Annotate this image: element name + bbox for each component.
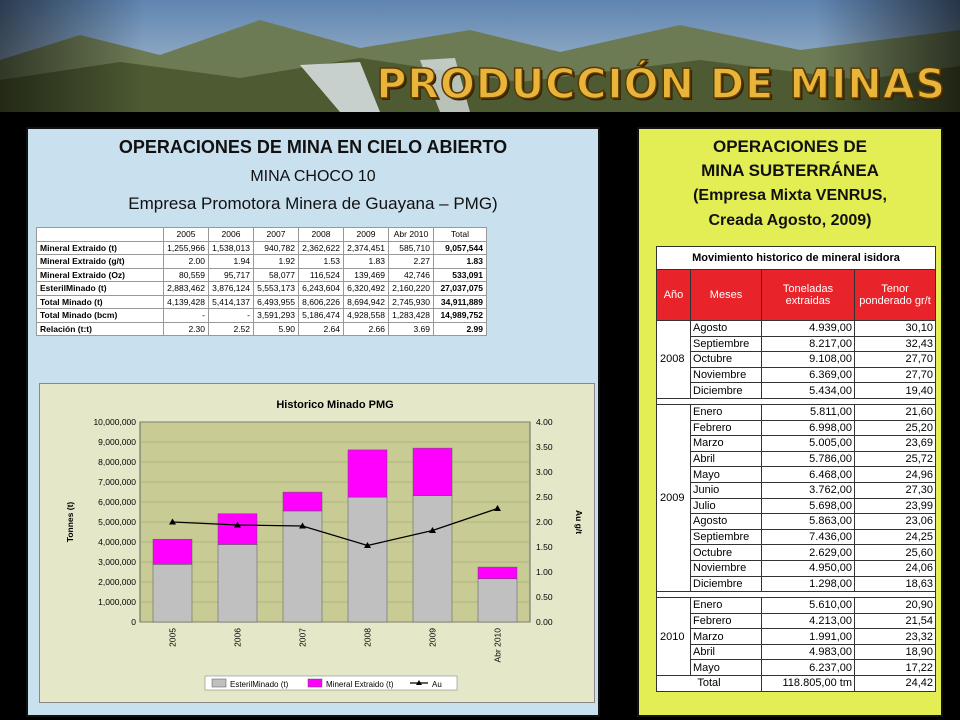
chart-title: Historico Minado PMG bbox=[276, 399, 394, 411]
y2-tick-label: 2.00 bbox=[536, 517, 553, 527]
table-row bbox=[657, 560, 936, 576]
year-cell: 2010 bbox=[657, 598, 691, 676]
month-cell: Febrero bbox=[691, 613, 762, 629]
month-cell: Enero bbox=[691, 598, 762, 614]
total-cell: 14,989,752 bbox=[434, 309, 487, 323]
underground-title-line3: (Empresa Mixta VENRUS, bbox=[693, 187, 887, 204]
table-row bbox=[37, 322, 487, 336]
table-cell: - bbox=[164, 309, 209, 323]
tons-cell: 5.698,00 bbox=[762, 498, 855, 514]
table-row bbox=[657, 576, 936, 592]
month-cell: Diciembre bbox=[691, 576, 762, 592]
grade-cell: 24,25 bbox=[855, 529, 936, 545]
column-header: Abr 2010 bbox=[389, 228, 434, 242]
tons-cell: 1.991,00 bbox=[762, 629, 855, 645]
chart-area bbox=[39, 383, 595, 703]
y2-axis-label: Au g/t bbox=[574, 509, 584, 535]
row-label: Total Minado (t) bbox=[37, 295, 164, 309]
tons-cell: 5.786,00 bbox=[762, 451, 855, 467]
month-cell: Abril bbox=[691, 451, 762, 467]
table-cell: 2.00 bbox=[164, 255, 209, 269]
table-cell: 139,469 bbox=[344, 268, 389, 282]
row-label: Mineral Extraido (t) bbox=[37, 241, 164, 255]
row-label: Relación (t:t) bbox=[37, 322, 164, 336]
y2-tick-label: 0.00 bbox=[536, 617, 553, 627]
table-row bbox=[657, 467, 936, 483]
column-header: Año bbox=[657, 270, 691, 321]
y-tick-label: 4,000,000 bbox=[98, 537, 136, 547]
total-cell: 27,037,075 bbox=[434, 282, 487, 296]
table-cell: 4,139,428 bbox=[164, 295, 209, 309]
table-cell: 2,745,930 bbox=[389, 295, 434, 309]
table-cell: 1.53 bbox=[299, 255, 344, 269]
table-cell: 42,746 bbox=[389, 268, 434, 282]
table-row bbox=[657, 436, 936, 452]
production-table bbox=[36, 227, 487, 336]
table-row bbox=[657, 383, 936, 399]
underground-panel bbox=[637, 127, 943, 717]
grade-cell: 19,40 bbox=[855, 383, 936, 399]
column-header: Tenor ponderado gr/t bbox=[855, 270, 936, 321]
table-cell: 2.66 bbox=[344, 322, 389, 336]
month-cell: Julio bbox=[691, 498, 762, 514]
table-cell: 2.27 bbox=[389, 255, 434, 269]
y-tick-label: 8,000,000 bbox=[98, 457, 136, 467]
tons-cell: 6.468,00 bbox=[762, 467, 855, 483]
bar-mineral-extraido bbox=[218, 514, 257, 545]
table-row bbox=[37, 295, 487, 309]
y2-tick-label: 1.00 bbox=[536, 567, 553, 577]
table-row bbox=[657, 404, 936, 420]
underground-title-line4: Creada Agosto, 2009) bbox=[708, 212, 872, 229]
month-cell: Octubre bbox=[691, 352, 762, 368]
table-cell: 940,782 bbox=[254, 241, 299, 255]
table-cell: 3,591,293 bbox=[254, 309, 299, 323]
bar-mineral-extraido bbox=[348, 450, 387, 497]
month-cell: Septiembre bbox=[691, 336, 762, 352]
table-row bbox=[657, 498, 936, 514]
table-row bbox=[37, 241, 487, 255]
table-cell: - bbox=[209, 309, 254, 323]
column-header: 2007 bbox=[254, 228, 299, 242]
table-cell: 2,374,451 bbox=[344, 241, 389, 255]
table-row bbox=[37, 255, 487, 269]
table-row bbox=[657, 451, 936, 467]
table-header-row bbox=[37, 228, 487, 242]
column-header: 2006 bbox=[209, 228, 254, 242]
table-row bbox=[657, 336, 936, 352]
total-tons: 118.805,00 tm bbox=[762, 676, 855, 692]
grade-cell: 24,96 bbox=[855, 467, 936, 483]
month-cell: Marzo bbox=[691, 436, 762, 452]
grade-cell: 18,90 bbox=[855, 644, 936, 660]
table-cell: 5,414,137 bbox=[209, 295, 254, 309]
historico-chart bbox=[40, 384, 594, 702]
grade-cell: 27,70 bbox=[855, 367, 936, 383]
y2-tick-label: 2.50 bbox=[536, 492, 553, 502]
tons-cell: 7.436,00 bbox=[762, 529, 855, 545]
x-tick-label: 2008 bbox=[362, 628, 373, 647]
total-cell: 1.83 bbox=[434, 255, 487, 269]
column-header: 2008 bbox=[299, 228, 344, 242]
y-tick-label: 3,000,000 bbox=[98, 557, 136, 567]
row-label: Total Minado (bcm) bbox=[37, 309, 164, 323]
open-pit-panel bbox=[26, 127, 600, 717]
tons-cell: 6.998,00 bbox=[762, 420, 855, 436]
grade-cell: 23,69 bbox=[855, 436, 936, 452]
grade-cell: 18,63 bbox=[855, 576, 936, 592]
table-cell: 2,160,220 bbox=[389, 282, 434, 296]
header-banner bbox=[0, 0, 960, 112]
table-cell: 95,717 bbox=[209, 268, 254, 282]
tons-cell: 5.434,00 bbox=[762, 383, 855, 399]
month-cell: Junio bbox=[691, 482, 762, 498]
month-cell: Febrero bbox=[691, 420, 762, 436]
table-row bbox=[657, 613, 936, 629]
bar-esteril-minado bbox=[348, 497, 387, 622]
column-header: 2009 bbox=[344, 228, 389, 242]
table-cell: 8,694,942 bbox=[344, 295, 389, 309]
table-row bbox=[657, 352, 936, 368]
underground-title-line1: OPERACIONES DE bbox=[713, 137, 867, 156]
open-pit-title: OPERACIONES DE MINA EN CIELO ABIERTO bbox=[118, 137, 508, 157]
x-tick-label: 2006 bbox=[232, 628, 243, 647]
table-cell: 6,320,492 bbox=[344, 282, 389, 296]
month-cell: Diciembre bbox=[691, 383, 762, 399]
y2-tick-label: 3.00 bbox=[536, 467, 553, 477]
header-empty-cell bbox=[37, 228, 164, 242]
grade-cell: 23,99 bbox=[855, 498, 936, 514]
total-cell: 9,057,544 bbox=[434, 241, 487, 255]
bar-esteril-minado bbox=[413, 496, 452, 622]
legend-swatch-mineral bbox=[308, 679, 322, 687]
y2-tick-label: 3.50 bbox=[536, 442, 553, 452]
y-tick-label: 2,000,000 bbox=[98, 577, 136, 587]
month-cell: Abril bbox=[691, 644, 762, 660]
table-cell: 585,710 bbox=[389, 241, 434, 255]
y-tick-label: 0 bbox=[131, 617, 136, 627]
table-row bbox=[657, 482, 936, 498]
table-cell: 1.92 bbox=[254, 255, 299, 269]
table-cell: 1.83 bbox=[344, 255, 389, 269]
y-tick-label: 5,000,000 bbox=[98, 517, 136, 527]
total-row bbox=[657, 676, 936, 692]
table-cell: 1,255,966 bbox=[164, 241, 209, 255]
mineral-movement-table bbox=[656, 246, 936, 692]
table-row bbox=[37, 282, 487, 296]
legend-label: Mineral Extraido (t) bbox=[326, 680, 394, 689]
table-row bbox=[657, 545, 936, 561]
y-axis-label: Tonnes (t) bbox=[65, 501, 75, 543]
table-title: Movimiento historico de mineral isidora bbox=[657, 247, 936, 270]
total-label: Total bbox=[657, 676, 762, 692]
month-cell: Agosto bbox=[691, 514, 762, 530]
table-row bbox=[657, 420, 936, 436]
table-row bbox=[657, 660, 936, 676]
column-header: Total bbox=[434, 228, 487, 242]
tons-cell: 2.629,00 bbox=[762, 545, 855, 561]
table-cell: 8,606,226 bbox=[299, 295, 344, 309]
table-title-row bbox=[657, 247, 936, 270]
legend-label: EsterilMinado (t) bbox=[230, 680, 289, 689]
bar-esteril-minado bbox=[218, 544, 257, 622]
y-tick-label: 6,000,000 bbox=[98, 497, 136, 507]
bar-esteril-minado bbox=[153, 564, 192, 622]
y-tick-label: 9,000,000 bbox=[98, 437, 136, 447]
table-cell: 5,553,173 bbox=[254, 282, 299, 296]
y-tick-label: 10,000,000 bbox=[93, 417, 136, 427]
table-cell: 2,883,462 bbox=[164, 282, 209, 296]
table-header-row bbox=[657, 270, 936, 321]
legend-label: Au bbox=[432, 680, 442, 689]
year-cell: 2009 bbox=[657, 404, 691, 591]
grade-cell: 23,32 bbox=[855, 629, 936, 645]
grade-cell: 25,60 bbox=[855, 545, 936, 561]
y-tick-label: 1,000,000 bbox=[98, 597, 136, 607]
grade-cell: 27,30 bbox=[855, 482, 936, 498]
x-tick-label: 2009 bbox=[427, 628, 438, 647]
table-cell: 5,186,474 bbox=[299, 309, 344, 323]
legend-swatch-esteril bbox=[212, 679, 226, 687]
bar-mineral-extraido bbox=[413, 448, 452, 495]
table-row bbox=[37, 268, 487, 282]
month-cell: Mayo bbox=[691, 660, 762, 676]
table-row bbox=[657, 598, 936, 614]
table-cell: 2.30 bbox=[164, 322, 209, 336]
y-tick-label: 7,000,000 bbox=[98, 477, 136, 487]
table-cell: 2.64 bbox=[299, 322, 344, 336]
table-cell: 3.69 bbox=[389, 322, 434, 336]
table-cell: 2,362,622 bbox=[299, 241, 344, 255]
month-cell: Mayo bbox=[691, 467, 762, 483]
x-tick-label: Abr 2010 bbox=[492, 628, 503, 663]
tons-cell: 4.939,00 bbox=[762, 321, 855, 337]
table-cell: 5.90 bbox=[254, 322, 299, 336]
tons-cell: 3.762,00 bbox=[762, 482, 855, 498]
grade-cell: 27,70 bbox=[855, 352, 936, 368]
grade-cell: 25,20 bbox=[855, 420, 936, 436]
table-cell: 2.52 bbox=[209, 322, 254, 336]
table-cell: 116,524 bbox=[299, 268, 344, 282]
table-cell: 4,928,558 bbox=[344, 309, 389, 323]
month-cell: Agosto bbox=[691, 321, 762, 337]
tons-cell: 5.005,00 bbox=[762, 436, 855, 452]
table-cell: 1,283,428 bbox=[389, 309, 434, 323]
month-cell: Noviembre bbox=[691, 367, 762, 383]
column-header: 2005 bbox=[164, 228, 209, 242]
x-tick-label: 2007 bbox=[297, 628, 308, 647]
row-label: Mineral Extraido (g/t) bbox=[37, 255, 164, 269]
tons-cell: 5.863,00 bbox=[762, 514, 855, 530]
tons-cell: 4.983,00 bbox=[762, 644, 855, 660]
grade-cell: 21,60 bbox=[855, 404, 936, 420]
total-cell: 34,911,889 bbox=[434, 295, 487, 309]
table-cell: 6,243,604 bbox=[299, 282, 344, 296]
column-header: Toneladas extraidas bbox=[762, 270, 855, 321]
month-cell: Noviembre bbox=[691, 560, 762, 576]
grade-cell: 17,22 bbox=[855, 660, 936, 676]
underground-title-line2: MINA SUBTERRÁNEA bbox=[701, 161, 879, 180]
bar-esteril-minado bbox=[478, 579, 517, 622]
company-name: Empresa Promotora Minera de Guayana – PMG) bbox=[128, 194, 498, 213]
month-cell: Marzo bbox=[691, 629, 762, 645]
table-cell: 1,538,013 bbox=[209, 241, 254, 255]
table-row bbox=[657, 644, 936, 660]
table-row bbox=[657, 321, 936, 337]
table-cell: 6,493,955 bbox=[254, 295, 299, 309]
column-header: Meses bbox=[691, 270, 762, 321]
bar-mineral-extraido bbox=[478, 567, 517, 579]
table-row bbox=[657, 367, 936, 383]
table-row bbox=[657, 629, 936, 645]
year-cell: 2008 bbox=[657, 321, 691, 399]
x-tick-label: 2005 bbox=[167, 628, 178, 647]
grade-cell: 25,72 bbox=[855, 451, 936, 467]
grade-cell: 20,90 bbox=[855, 598, 936, 614]
total-cell: 533,091 bbox=[434, 268, 487, 282]
table-cell: 58,077 bbox=[254, 268, 299, 282]
row-label: Mineral Extraido (Oz) bbox=[37, 268, 164, 282]
grade-cell: 21,54 bbox=[855, 613, 936, 629]
bar-mineral-extraido bbox=[283, 492, 322, 511]
mine-name: MINA CHOCO 10 bbox=[250, 168, 376, 185]
total-cell: 2.99 bbox=[434, 322, 487, 336]
table-cell: 80,559 bbox=[164, 268, 209, 282]
tons-cell: 6.237,00 bbox=[762, 660, 855, 676]
tons-cell: 4.950,00 bbox=[762, 560, 855, 576]
tons-cell: 8.217,00 bbox=[762, 336, 855, 352]
table-cell: 3,876,124 bbox=[209, 282, 254, 296]
table-row bbox=[657, 529, 936, 545]
month-cell: Septiembre bbox=[691, 529, 762, 545]
grade-cell: 23,06 bbox=[855, 514, 936, 530]
y2-tick-label: 0.50 bbox=[536, 592, 553, 602]
total-grade: 24,42 bbox=[855, 676, 936, 692]
bar-mineral-extraido bbox=[153, 539, 192, 564]
grade-cell: 32,43 bbox=[855, 336, 936, 352]
grade-cell: 30,10 bbox=[855, 321, 936, 337]
table-cell: 1.94 bbox=[209, 255, 254, 269]
tons-cell: 4.213,00 bbox=[762, 613, 855, 629]
table-row bbox=[37, 309, 487, 323]
tons-cell: 6.369,00 bbox=[762, 367, 855, 383]
grade-cell: 24,06 bbox=[855, 560, 936, 576]
table-row bbox=[657, 514, 936, 530]
row-label: EsterilMinado (t) bbox=[37, 282, 164, 296]
page-title: PRODUCCIÓN DE MINAS bbox=[376, 60, 946, 108]
tons-cell: 1.298,00 bbox=[762, 576, 855, 592]
y2-tick-label: 4.00 bbox=[536, 417, 553, 427]
tons-cell: 5.610,00 bbox=[762, 598, 855, 614]
tons-cell: 5.811,00 bbox=[762, 404, 855, 420]
month-cell: Octubre bbox=[691, 545, 762, 561]
tons-cell: 9.108,00 bbox=[762, 352, 855, 368]
month-cell: Enero bbox=[691, 404, 762, 420]
y2-tick-label: 1.50 bbox=[536, 542, 553, 552]
